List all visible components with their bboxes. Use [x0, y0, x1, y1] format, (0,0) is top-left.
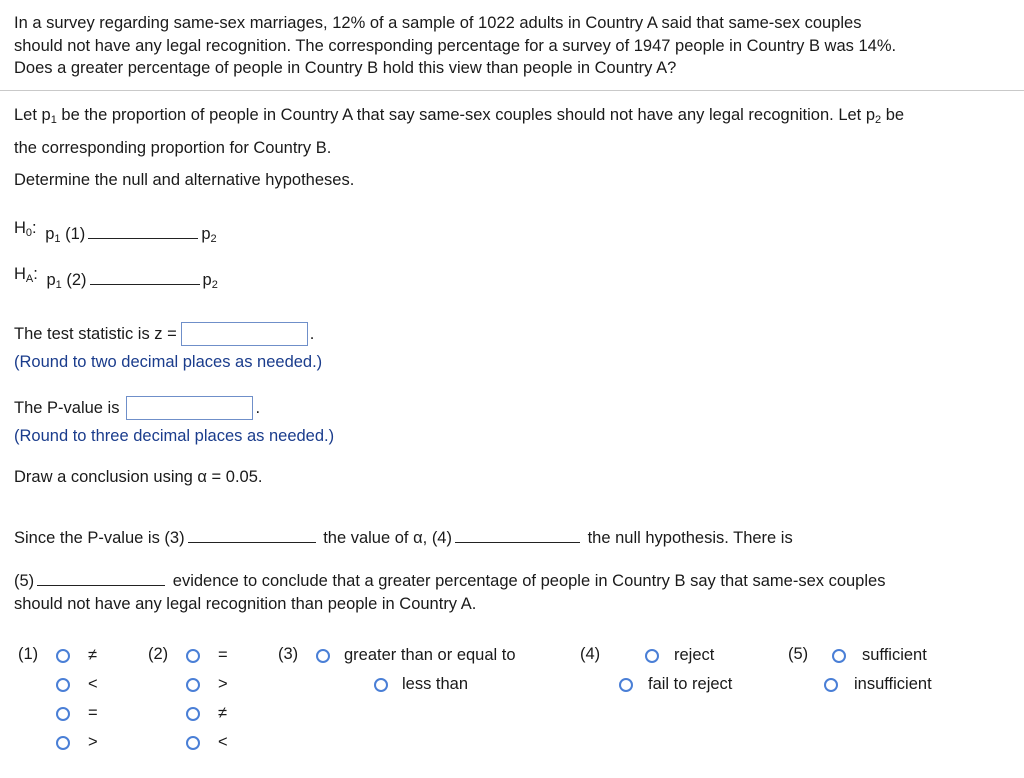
- radio-icon[interactable]: [619, 678, 633, 692]
- question-line-1: In a survey regarding same-sex marriages, 12% of a sample of 1022 adults in Country A said that same-sex couples: [14, 14, 862, 32]
- determine-text: Determine the null and alternative hypotheses.: [14, 171, 355, 189]
- option-3-greater-or-equal[interactable]: greater than or equal to: [316, 646, 516, 665]
- blank-3[interactable]: [188, 541, 316, 543]
- options-4-label: (4): [580, 645, 601, 663]
- radio-icon[interactable]: [186, 678, 200, 692]
- radio-icon[interactable]: [374, 678, 388, 692]
- option-2-less-than[interactable]: <: [186, 733, 228, 752]
- radio-icon[interactable]: [316, 649, 330, 663]
- radio-icon[interactable]: [56, 707, 70, 721]
- option-4-reject[interactable]: reject: [645, 646, 714, 665]
- blank-1-label: (1): [65, 225, 86, 243]
- option-1-equal[interactable]: =: [56, 704, 98, 723]
- radio-icon[interactable]: [824, 678, 838, 692]
- pvalue-hint: (Round to three decimal places as needed.): [14, 427, 335, 445]
- alt-hypothesis: $H_A$: $p_1$ (2) $p_2$: [14, 265, 218, 291]
- option-5-insufficient[interactable]: insufficient: [824, 675, 932, 694]
- options-3-label: (3): [278, 645, 299, 663]
- option-5-sufficient[interactable]: sufficient: [832, 646, 927, 665]
- blank-2[interactable]: [90, 283, 200, 285]
- question-line-3: Does a greater percentage of people in Country B hold this view than people in Country A?: [14, 59, 677, 77]
- radio-icon[interactable]: [186, 736, 200, 750]
- option-2-not-equal[interactable]: ≠: [186, 704, 227, 723]
- option-1-greater-than[interactable]: >: [56, 733, 98, 752]
- option-2-equal[interactable]: =: [186, 646, 228, 665]
- options-1-label: (1): [18, 645, 39, 663]
- setup-text: Let $p_1$ be the proportion of people in Country A that say same-sex couples should not have any legal recognition. Let $p_2$ be the corresponding proportion for Country B.: [14, 106, 905, 157]
- blank-5-label: (5): [14, 572, 35, 590]
- blank-2-label: (2): [66, 271, 87, 289]
- option-1-not-equal[interactable]: ≠: [56, 646, 97, 665]
- pvalue-input[interactable]: [126, 396, 253, 420]
- radio-icon[interactable]: [186, 649, 200, 663]
- radio-icon[interactable]: [186, 707, 200, 721]
- question-text: [14, 12, 1014, 80]
- option-4-fail-to-reject[interactable]: fail to reject: [619, 675, 732, 694]
- null-hypothesis: $H_0$: $p_1$ (1) $p_2$: [14, 219, 217, 245]
- options-5-label: (5): [788, 645, 809, 663]
- radio-icon[interactable]: [56, 736, 70, 750]
- blank-3-label: (3): [164, 529, 185, 547]
- radio-icon[interactable]: [56, 678, 70, 692]
- blank-5[interactable]: [37, 584, 165, 586]
- question-line-2: should not have any legal recognition. The corresponding percentage for a survey of 1947 people in Country B was 14%.: [14, 36, 897, 55]
- conclusion-line-1: Since the P-value is (3) the value of α, (4) the null hypothesis. There is: [14, 529, 793, 547]
- radio-icon[interactable]: [56, 649, 70, 663]
- option-2-greater-than[interactable]: >: [186, 675, 228, 694]
- test-stat-input[interactable]: [181, 322, 308, 346]
- pvalue-row: The P-value is .: [14, 396, 260, 420]
- radio-icon[interactable]: [832, 649, 846, 663]
- test-stat-hint: (Round to two decimal places as needed.): [14, 353, 323, 371]
- conclusion-line-3: should not have any legal recognition than people in Country A.: [14, 595, 477, 613]
- test-stat-row: The test statistic is z = .: [14, 322, 314, 346]
- option-3-less-than[interactable]: less than: [374, 675, 468, 694]
- blank-4[interactable]: [455, 541, 580, 543]
- blank-4-label: (4): [431, 529, 452, 547]
- radio-icon[interactable]: [645, 649, 659, 663]
- conclusion-line-2: (5) evidence to conclude that a greater percentage of people in Country B say that same-sex couples: [14, 572, 886, 590]
- blank-1[interactable]: [88, 237, 198, 239]
- options-2-label: (2): [148, 645, 169, 663]
- conclusion-prompt: Draw a conclusion using α = 0.05.: [14, 468, 263, 486]
- option-1-less-than[interactable]: <: [56, 675, 98, 694]
- divider: [0, 90, 1024, 91]
